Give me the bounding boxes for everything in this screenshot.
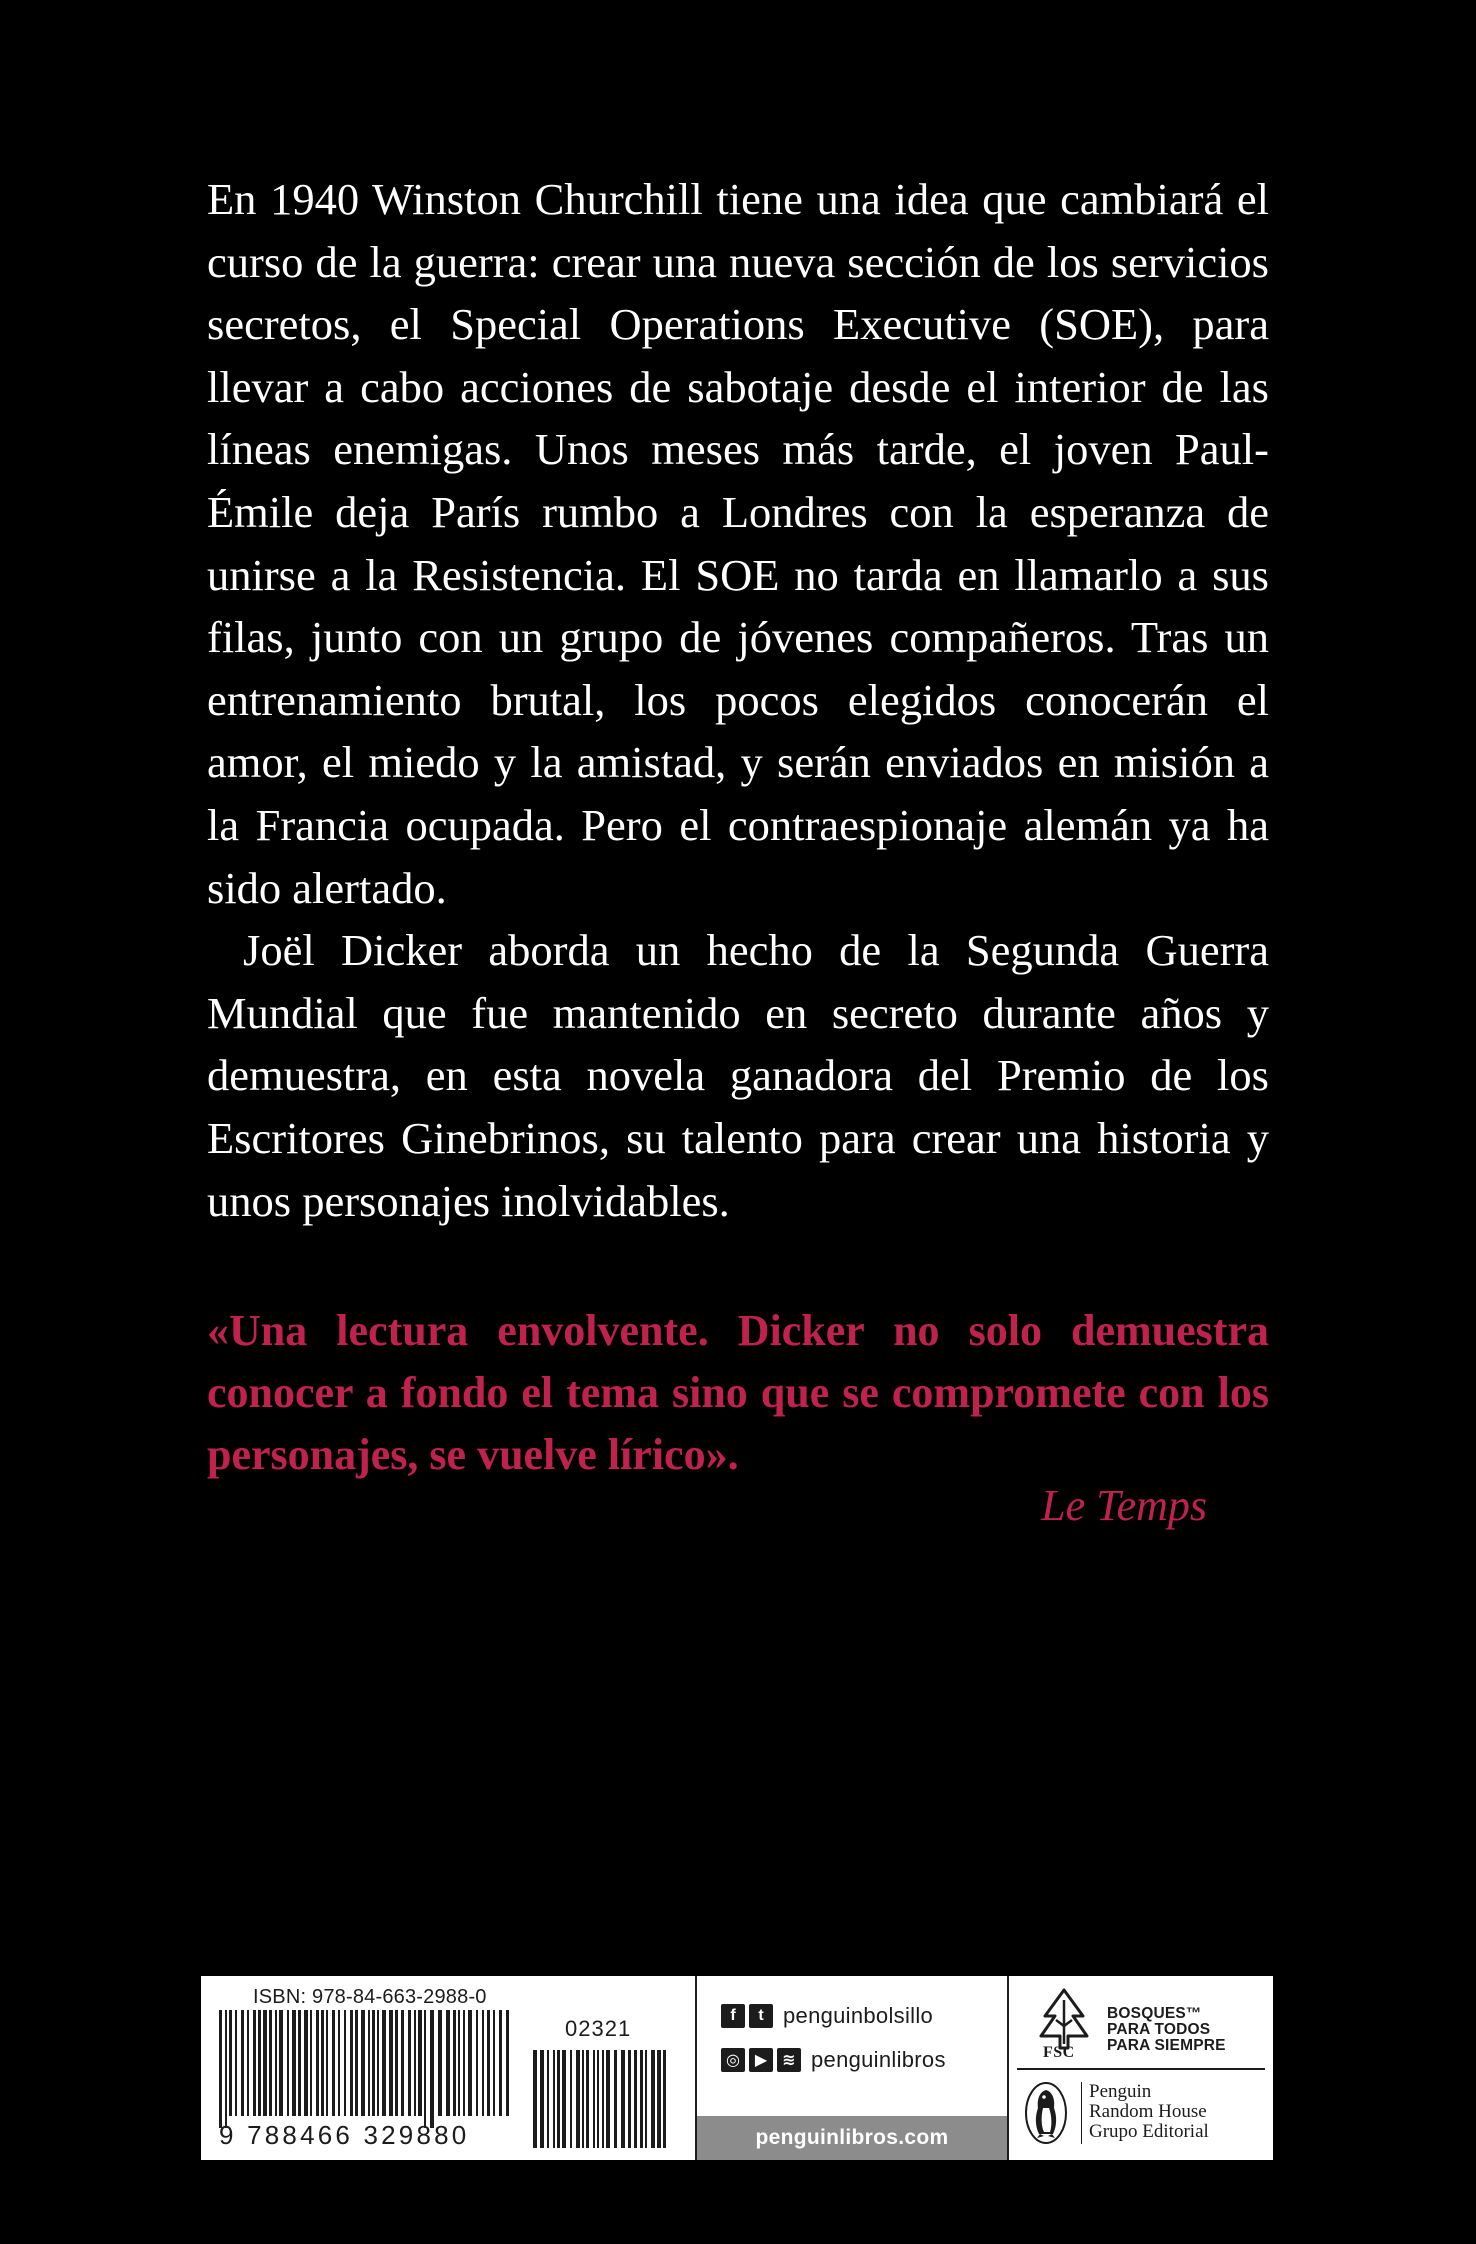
penguin-logo-icon (1023, 2080, 1069, 2146)
fsc-slogan-line: PARA SIEMPRE (1107, 2037, 1226, 2054)
isbn-label: ISBN: 978-84-663-2988-0 (253, 1986, 487, 2008)
synopsis (207, 168, 1269, 1232)
social-area (697, 1976, 1007, 2160)
social-handle-penguinbolsillo: penguinbolsillo (783, 2003, 934, 2028)
fsc-slogan-line: BOSQUES™ (1107, 2005, 1202, 2022)
publisher-name (1089, 2082, 1209, 2142)
barcode-area (201, 1976, 695, 2160)
instagram-icon: ◎ (721, 2048, 745, 2072)
social-row-libros (721, 2046, 946, 2074)
spotify-icon: ≋ (777, 2048, 801, 2072)
synopsis-paragraph-2: Joël Dicker aborda un hecho de la Segunda Guerra Mundial que fue mantenido en secreto durante años y demuestra, en esta novela ganadora del Premio de los Escritores Ginebrinos, su talento para crear una historia y unos personajes inolvidables. (207, 925, 1269, 1226)
price-code: 02321 (565, 2016, 632, 2041)
review-source: Le Temps (1041, 1481, 1207, 1530)
fsc-slogan-line: PARA TODOS (1107, 2021, 1211, 2038)
social-handle-penguinlibros: penguinlibros (811, 2047, 946, 2072)
logos-area (1009, 1976, 1273, 2160)
website-url: penguinlibros.com (755, 2126, 949, 2149)
twitter-icon: t (749, 2004, 773, 2028)
synopsis-paragraph-1: En 1940 Winston Churchill tiene una idea que cambiará el curso de la guerra: crear una nueva sección de los servicios secretos, el Special Operations Executive (SOE), para llevar a cabo acciones de sabotaje desde el interior de las líneas enemigas. Unos meses más tarde, el joven Paul-Émile deja París rumbo a Londres con la esperanza de unirse a la Resistencia. El SOE no tarda en llamarlo a sus filas, junto con un grupo de jóvenes compañeros. Tras un entrenamiento brutal, los pocos elegidos conocerán el amor, el miedo y la amistad, y serán enviados en misión a la Francia ocupada. Pero el contraespionaje alemán ya ha sido alertado. (207, 174, 1269, 913)
footer-info-box (201, 1976, 1273, 2160)
publisher-line: Penguin (1089, 2081, 1152, 2102)
fsc-label: FSC (1043, 2044, 1075, 2061)
youtube-icon: ▶ (749, 2048, 773, 2072)
social-row-bolsillo (721, 2002, 933, 2030)
logos-divider (1017, 2068, 1265, 2070)
review-quote: «Una lectura envolvente. Dicker no solo demuestra conocer a fondo el tema sino que se compromete con los personajes, se vuelve lírico». (207, 1306, 1269, 1479)
publisher-line: Grupo Editorial (1089, 2121, 1209, 2142)
publisher-line: Random House (1089, 2101, 1207, 2122)
facebook-icon: f (721, 2004, 745, 2028)
barcode-digits: 9 788466 329880 (219, 2120, 470, 2150)
website-bar (697, 2116, 1007, 2160)
fsc-slogan (1107, 2006, 1226, 2054)
publisher-separator (1081, 2082, 1082, 2144)
fsc-tree-icon (1033, 1986, 1095, 2052)
